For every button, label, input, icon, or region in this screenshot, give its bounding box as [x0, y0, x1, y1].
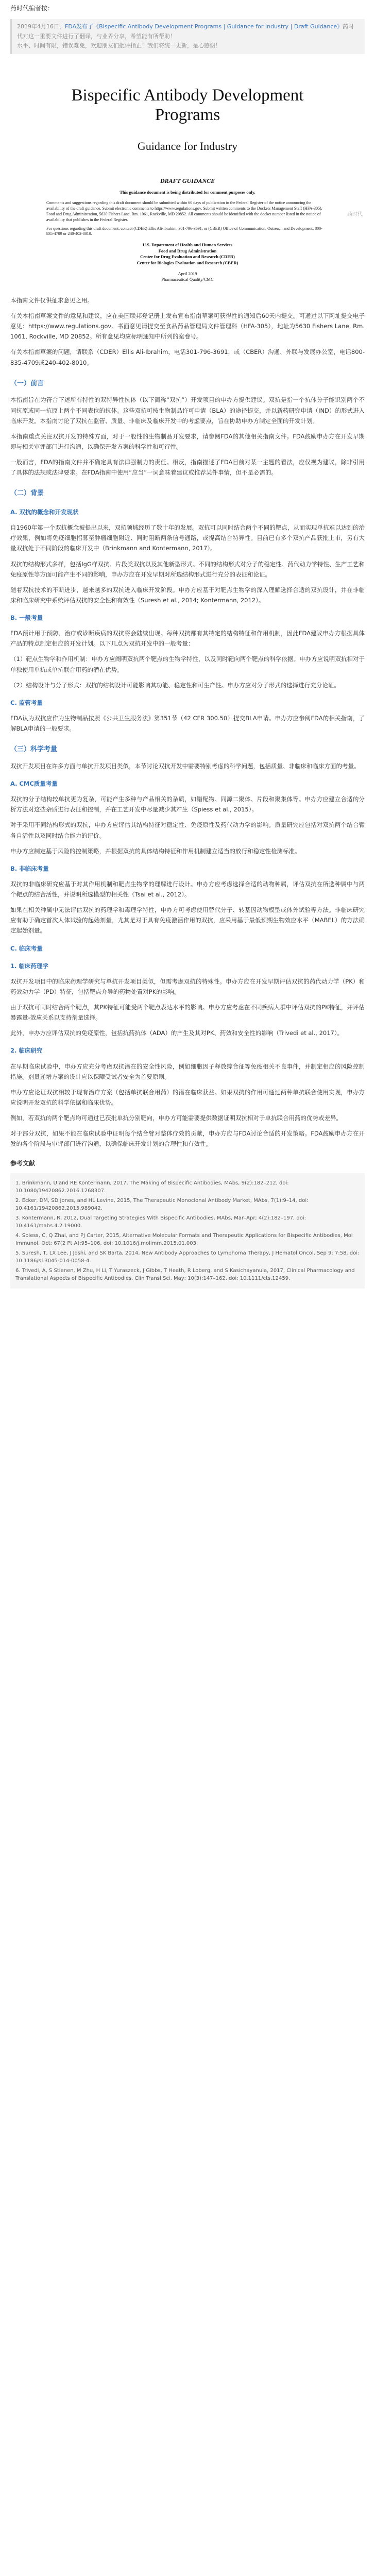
s2a-p1: 自1960年第一个双抗概念被提出以来，双抗领域经历了数十年的发展。双抗可以同时结合两个不同的靶点，从而实现单抗难以达到的治疗效果，例如将免疫细胞招募至肿瘤细胞附近、同时阻断两条信号通路，或提高结合特异性。目前已有多个双抗产品获批上市，另有大量双抗处于不同阶段的临床开发中（Brinkmann and Kontermann, 2017）。 — [10, 524, 365, 552]
watermark-logo: 药时代 — [347, 212, 363, 217]
s3a-p1: 双抗的分子结构较单抗更为复杂，可能产生多种与产品相关的杂质，如错配物、同源二聚体、片段和聚集体等。申办方应建立合适的分析方法对这些杂质进行表征和控制，并在工艺开发中尽量减少其产生（Spiess et al., 2015）。 — [10, 795, 365, 814]
s3c1-p3: 此外，申办方应评估双抗的免疫原性，包括抗药抗体（ADA）的产生及其对PK、药效和安全性的影响（Trivedi et al., 2017）。 — [10, 1029, 344, 1037]
sub-heading-2c: C. 监管考量 — [10, 699, 43, 706]
reference-item: 1. Brinkmann, U and RE Kontermann, 2017, The Making of Bispecific Antibodies, MAbs, 9(2):182–212, doi: 10.1080/19420862.2016.1268307. — [15, 1180, 289, 1194]
sub-heading-3a: A. CMC质量考量 — [10, 780, 58, 788]
editor-note: 药时代编者按： — [10, 5, 54, 12]
s1-p3: 一般而言，FDA的指南文件并不确定具有法律强制力的责任。相反，指南描述了FDA目前对某一主题的看法，应仅视为建议，除非引用了具体的法规或法律要求。在FDA指南中使用“应当”一词意味着建议或推荐某件事情，但不是必需的。 — [10, 459, 365, 477]
s3b-p2: 如果在相关种属中无法评估双抗的药理学和毒理学特性，申办方可考虑使用替代分子、转基因动物模型或体外试验等方法。非临床研究应有助于确定首次人体试验的起始剂量，尤其是对于具有免疫激活作用的双抗，应采用基于最低预期生物效应水平（MABEL）的方法确定起始剂量。 — [10, 906, 365, 935]
s3b-p1: 双抗的非临床研究应基于对其作用机制和靶点生物学的理解进行设计。申办方应考虑选择合适的动物种属，评估双抗在所选种属中与两个靶点的结合活性，并说明所选模型的相关性（Tsai et al., 2012）。 — [10, 880, 365, 899]
s3a-p2: 对于采用不同结构形式的双抗，申办方应评估其结构特征对稳定性、免疫原性及药代动力学的影响。质量研究应包括对双抗两个结合臂各自活性以及同时结合能力的评价。 — [10, 821, 365, 839]
sub-heading-3c1: 1. 临床药理学 — [10, 962, 48, 970]
reference-item: 4. Spiess, C, Q Zhai, and PJ Carter, 2015, Alternative Molecular Formats and Therapeutic Applications for Bispecific Antibodies, Mol Immunol, Oct; 67(2 Pt A):95–106, doi: 10.1016/j.molimm.2015.01.003. — [15, 1233, 353, 1247]
s3c1-p1: 双抗开发项目中的临床药理学研究与单抗开发项目类似，但需考虑双抗的特殊性。申办方应在开发早期评估双抗的药代动力学（PK）和药效动力学（PD）特征，包括靶点介导的药物处置对PK的影响。 — [10, 977, 365, 995]
s3a-p3: 申办方应制定基于风险的控制策略，并根据双抗的具体结构特征和作用机制建立适当的放行和稳定性检测标准。 — [10, 847, 301, 855]
s2b-p2: （1）靶点生物学和作用机制：申办方应阐明双抗两个靶点的生物学特性，以及同时靶向两个靶点的科学依据。申办方应说明双抗相对于单独使用单抗或单抗联合用药的潜在优势。 — [10, 655, 365, 673]
sub-heading-2a: A. 双抗的概念和开发现状 — [10, 509, 79, 516]
s3c1-p2: 由于双抗可同时结合两个靶点，其PK特征可能受两个靶点表达水平的影响。申办方应考虑在不同疾病人群中评估双抗的PK特征，并评估暴露量-效应关系以支持剂量选择。 — [10, 1004, 365, 1022]
references-list — [10, 1173, 365, 1289]
body-p3: 有关本指南草案的问题，请联系（CDER）Ellis Ali-Ibrahim，电话301-796-3691，或（CBER）沟通、外联与发展办公室，电话800-835-4709或240-402-8010。 — [10, 348, 365, 366]
references-title: 参考文献 — [10, 1160, 36, 1167]
sub-heading-3c2: 2. 临床研究 — [10, 1047, 43, 1055]
section-heading-1: （一）前言 — [10, 379, 44, 387]
doc-title: Bispecific Antibody Development Programs — [71, 86, 304, 124]
sub-heading-3c: C. 临床考量 — [10, 944, 43, 952]
quote-text-1: 药时代对这一重要文件进行了翻译，与业界分享，希望能有所帮助！ — [17, 23, 354, 40]
doc-subtitle: Guidance for Industry — [137, 139, 238, 152]
s2a-p3: 随着双抗技术的不断进步，越来越多的双抗进入临床开发阶段。申办方应基于对靶点生物学的深入理解选择合适的双抗设计，并在非临床和临床研究中系统评估双抗的安全性和有效性（Suresh et al., 2014; Kontermann, 2012）。 — [10, 586, 365, 604]
body-p1: 本指南文件仅供征求意见之用。 — [10, 296, 93, 304]
guidance-link[interactable]: FDA发布了《Bispecific Antibody Development Programs | Guidance for Industry | Draft Guidance》 — [65, 23, 343, 30]
sub-heading-2b: B. 一般考量 — [10, 614, 43, 622]
s2a-p2: 双抗的结构形式多样，包括IgG样双抗、片段类双抗以及其他新型形式。不同的结构形式对分子的稳定性、药代动力学特性、生产工艺和免疫原性等方面可能产生不同的影响，申办方应在开发早期对所选结构形式进行充分的表征和论证。 — [10, 560, 365, 578]
s3c2-p1: 在早期临床试验中，申办方应充分考虑双抗潜在的安全性风险，例如细胞因子释放综合征等免疫相关不良事件，并制定相应的风险控制措施。剂量递增方案的设计应以保障受试者安全为首要原则。 — [10, 1062, 365, 1080]
doc-para-1: Comments and suggestions regarding this draft document should be submitted within 60 days of publication in the Federal Register of the notice announcing the availability of the draft guidance. Submit electronic comments to https://www.regulations.gov. Submit written comments to the Dockets Management Staff (HFA-305), Food and Drug Administration, 5630 Fishers Lane, Rm. 1061, Rockville, MD 20852. All comments should be identified with the docket number listed in the notice of availability that publishes in the Federal Register. — [46, 200, 322, 222]
s3c2-p4: 对于部分双抗，如果不能在临床试验中证明每个结合臂对整体疗效的贡献，申办方应与FDA讨论合适的开发策略。FDA鼓励申办方在开发的各个阶段与审评部门进行沟通，以确保临床开发计划的合理性和有效性。 — [10, 1130, 365, 1148]
quote-text-2: 水平、时间有限，错误难免，欢迎朋友们批评指正！我们将统一更新，是心感谢！ — [17, 42, 221, 49]
s1-p2: 本指南重点关注双抗开发的特殊方面，对于一般性的生物制品开发要求，请参阅FDA的其他相关指南文件。FDA鼓励申办方在开发早期即与相关审评部门进行沟通，以确保开发方案的科学性和可行性。 — [10, 432, 365, 450]
s3c2-p3: 例如，若双抗的两个靶点均可通过已获批单抗分别靶向，申办方可能需要提供数据证明双抗相对于单抗联合用药的优势或差异。 — [10, 1114, 342, 1122]
reference-item: 3. Kontermann, R, 2012, Dual Targeting Strategies With Bispecific Antibodies, MAbs, Mar–Apr; 4(2):182–197, doi: 10.4161/mabs.4.2.19000. — [15, 1215, 306, 1229]
section-heading-2: （二）背景 — [10, 489, 44, 498]
reference-item: 6. Trivedi, A, S Stienen, M Zhu, H Li, T Yuraszeck, J Gibbs, T Heath, R Loberg, and S Kasichayanula, 2017, Clinical Pharmacology and Translational Aspects of Bispecific Antibodies, Clin Transl Sci, May; 10(3):147–162, doi: 10.1111/cts.12459. — [15, 1268, 355, 1282]
quote-date: 2019年4月16日， — [17, 23, 65, 30]
s1-p1: 本指南旨在为符合下述所有特性的双特异性抗体（以下简称“双抗”）开发项目的申办方提供建议。双抗是指一个抗体分子能识别两个不同抗原或同一抗原上两个不同表位的抗体。这些双抗可按生物制品许可申请（BLA）的途径提交，并以新药研究申请（IND）的形式进入临床开发。本指南讨论了双抗在监管、质量、非临床及临床开发中的考虑要点，旨在协助申办方制定全面的开发计划。 — [10, 396, 365, 425]
doc-date: April 2019 Pharmaceutical Quality/CMC — [161, 270, 214, 282]
s3-p1: 双抗开发项目在许多方面与单抗开发项目类似，本节讨论双抗开发中需要特别考虑的科学问题，包括质量、非临床和临床方面的考量。 — [10, 762, 360, 770]
intro-quote — [10, 19, 365, 54]
s2c-p1: FDA认为双抗应作为生物制品按照《公共卫生服务法》第351节（42 CFR 300.50）提交BLA申请。申办方应参阅FDA的相关指南，了解BLA申请的一般要求。 — [10, 714, 365, 733]
draft-sub: This guidance document is being distributed for comment purposes only. — [120, 190, 255, 195]
reference-item: 5. Suresh, T, LX Lee, J Joshi, and SK Barta, 2014, New Antibody Approaches to Lymphoma Therapy, J Hematol Oncol, Sep 9; 7:58, doi: 10.1186/s13045-014-0058-4. — [15, 1250, 360, 1264]
body-p2: 有关本指南草案文件的意见和建议，应在美国联邦登记册上发布宣布指南草案可获得性的通知后60天内提交。可通过以下网址提交电子意见：https://www.regulations.gov。书面意见请提交至食品药品管理局文件管理科（HFA-305），地址为5630 Fishers Lane, Rm. 1061, Rockville, MD 20852。所有意见均应标明通知中所列的案卷号。 — [10, 312, 365, 341]
sub-heading-3b: B. 非临床考量 — [10, 865, 49, 872]
reference-item: 2. Ecker, DM, SD Jones, and HL Levine, 2015, The Therapeutic Monoclonal Antibody Market, MAbs, 7(1):9–14, doi: 10.4161/19420862.2015.989042. — [15, 1198, 309, 1212]
guidance-cover-image — [10, 59, 365, 290]
s3c2-p2: 申办方应论证双抗相较于现有治疗方案（包括单抗联合用药）的潜在临床获益。如果双抗的作用可通过两种单抗联合使用实现，申办方应说明开发双抗的科学依据和临床优势。 — [10, 1088, 365, 1106]
section-heading-3: （三）科学考量 — [10, 745, 58, 754]
s2b-p1: FDA预计用于预防、治疗或诊断疾病的双抗将会陆续出现。每种双抗都有其特定的结构特征和作用机制，因此FDA建议申办方根据具体产品的特点制定相应的开发计划。以下几点为双抗开发中的一般考量： — [10, 630, 365, 648]
draft-label: DRAFT GUIDANCE — [160, 177, 215, 185]
doc-para-2: For questions regarding this draft document, contact (CDER) Ellis Ali-Ibrahim, 301-796-3691, or (CBER) Office of Communication, Outreach and Development, 800-835-4709 or 240-402-8010. — [46, 226, 322, 236]
s2b-p3: （2）结构设计与分子形式：双抗的结构设计可能影响其功能、稳定性和可生产性。申办方应对分子形式的选择进行充分论证。 — [10, 681, 340, 689]
doc-agency: U.S. Department of Health and Human Services Food and Drug Administration Center for Drug Evaluation and Research (CDER) Center for Biologics Evaluation and Research (CBER) — [137, 242, 238, 265]
